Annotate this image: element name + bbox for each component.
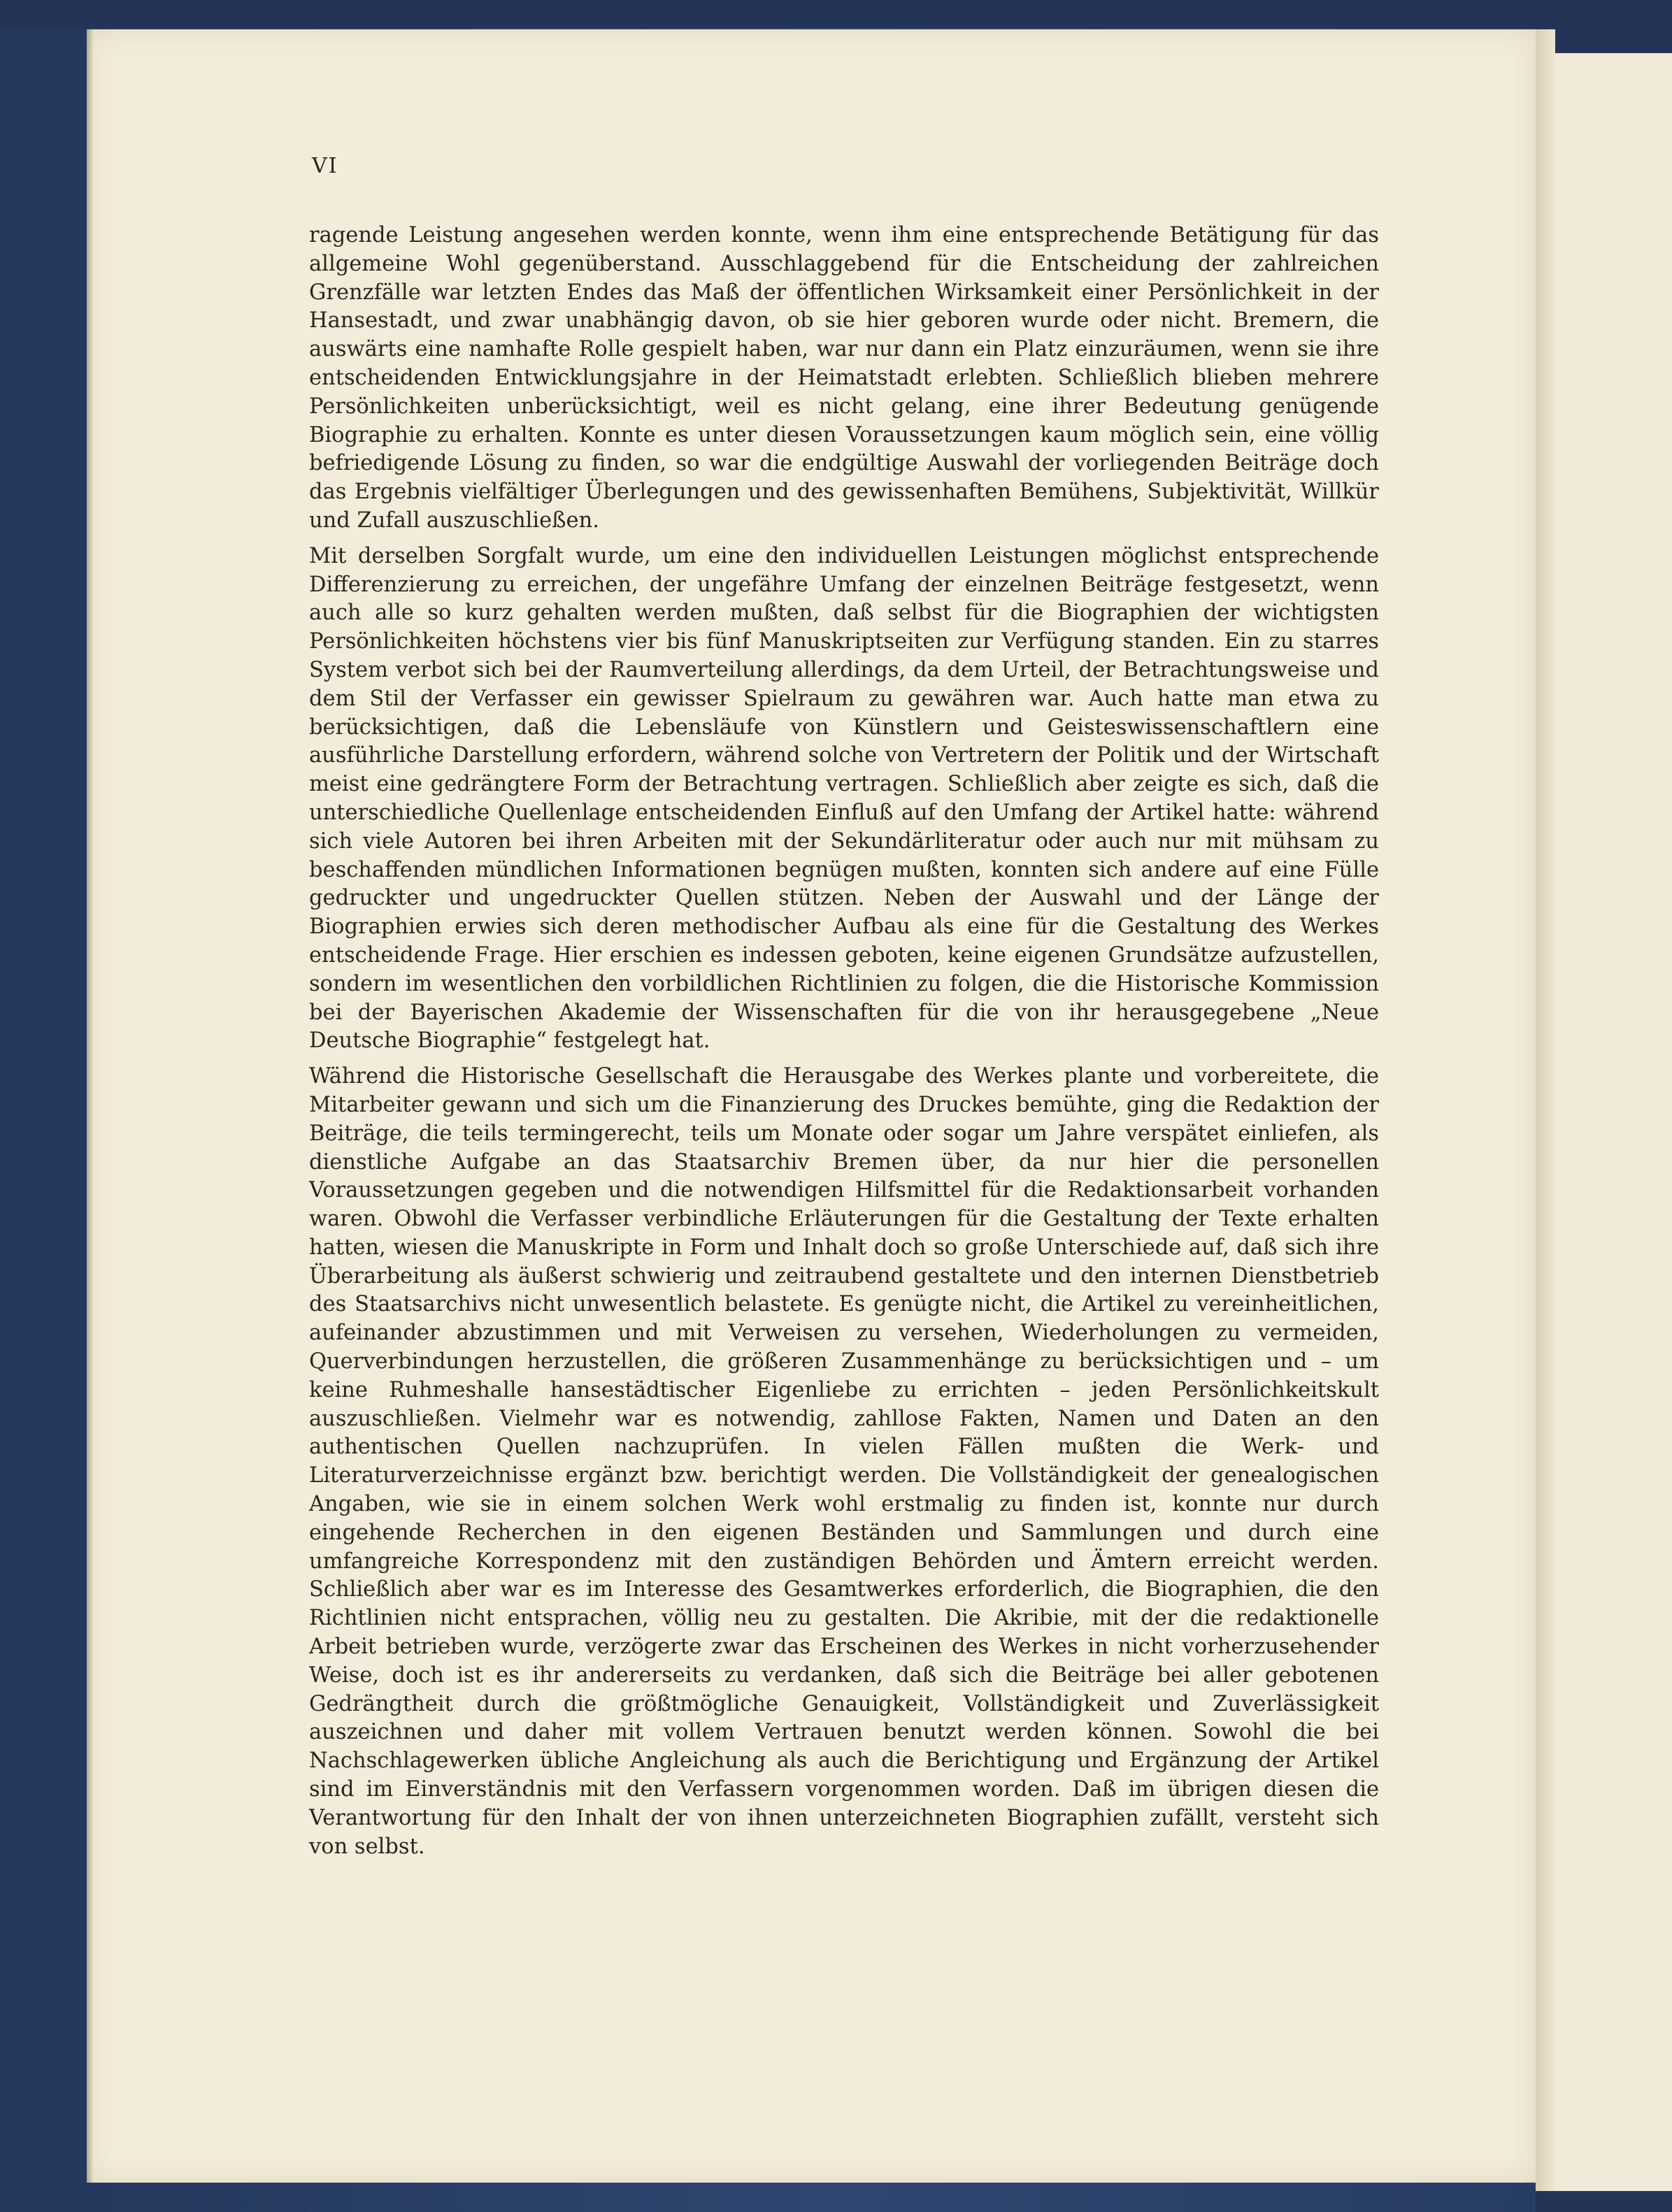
page-text-block — [309, 154, 1379, 1868]
page-edge-shadow — [87, 29, 94, 2183]
book-cover-top — [0, 0, 1672, 28]
paragraph-3: Während die Historische Gesellschaft die Herausgabe des Werkes plante und vorbereitete, die Mitarbeiter gewann und sich um die Finanzierung des Druckes bemühte, ging die Redaktion der Beiträge, die teils termingerecht, teils um Monate oder sogar um Jahre verspätet einliefen, als dienstliche Aufgabe an das Staatsarchiv Bremen über, da nur hier die personellen Voraussetzungen gegeben und die notwendigen Hilfsmittel für die Redaktionsarbeit vorhanden waren. Obwohl die Verfasser verbindliche Erläuterungen für die Gestaltung der Texte erhalten hatten, wiesen die Manuskripte in Form und Inhalt doch so große Unterschiede auf, daß sich ihre Überarbeitung als äußerst schwierig und zeitraubend gestaltete und den internen Dienstbetrieb des Staatsarchivs nicht unwesentlich belastete. Es genügte nicht, die Artikel zu vereinheitlichen, aufeinander abzustimmen und mit Verweisen zu versehen, Wiederholungen zu vermeiden, Querverbindungen herzustellen, die größeren Zusammenhänge zu berücksichtigen und – um keine Ruhmeshalle hansestädtischer Eigenliebe zu errichten – jeden Persönlichkeitskult auszuschließen. Vielmehr war es notwendig, zahllose Fakten, Namen und Daten an den authentischen Quellen nachzuprüfen. In vielen Fällen mußten die Werk- und Literaturverzeichnisse ergänzt bzw. berichtigt werden. Die Vollständigkeit der genealogischen Angaben, wie sie in einem solchen Werk wohl erstmalig zu finden ist, konnte nur durch eingehende Recherchen in den eigenen Beständen und Sammlungen und durch eine umfangreiche Korrespondenz mit den zuständigen Behörden und Ämtern erreicht werden. Schließlich aber war es im Interesse des Gesamtwerkes erforderlich, die Biographien, die den Richtlinien nicht entsprachen, völlig neu zu gestalten. Die Akribie, mit der die redaktionelle Arbeit betrieben wurde, verzögerte zwar das Erscheinen des Werkes in nicht vorherzusehender Weise, doch ist es ihr andererseits zu verdanken, daß sich die Beiträge bei aller gebotenen Gedrängtheit durch die größtmögliche Genauigkeit, Vollständigkeit und Zuverlässigkeit auszeichnen und daher mit vollem Vertrauen benutzt werden können. Sowohl die bei Nachschlagewerken übliche Angleichung als auch die Berichtigung und Ergänzung der Artikel sind im Einverständnis mit den Verfassern vorgenommen worden. Daß im übrigen diesen die Verantwortung für den Inhalt der von ihnen unterzeichneten Biographien zufällt, versteht sich von selbst. — [309, 1064, 1379, 1859]
page-number: VI — [312, 154, 338, 178]
adjacent-page-edge — [1555, 53, 1672, 2191]
page-gutter — [1536, 29, 1555, 2191]
paragraph-1: ragende Leistung angesehen werden konnte, wenn ihm eine entsprechende Betätigung für das allgemeine Wohl gegenüberstand. Ausschlaggebend für die Entscheidung der zahlreichen Grenzfälle war letzten Endes das Maß der öffentlichen Wirksamkeit einer Persönlichkeit in der Hansestadt, und zwar unabhängig davon, ob sie hier geboren wurde oder nicht. Bremern, die auswärts eine namhafte Rolle gespielt haben, war nur dann ein Platz einzuräumen, wenn sie ihre entscheidenden Entwicklungsjahre in der Heimatstadt erlebten. Schließlich blieben mehrere Persönlichkeiten unberücksichtigt, weil es nicht gelang, eine ihrer Bedeutung genügende Biographie zu erhalten. Konnte es unter diesen Voraussetzungen kaum möglich sein, eine völlig befriedigende Lösung zu finden, so war die endgültige Auswahl der vorliegenden Beiträge doch das Ergebnis vielfältiger Überlegungen und des gewissenhaften Bemühens, Subjektivität, Willkür und Zufall auszuschließen. — [309, 223, 1379, 533]
paragraph-2: Mit derselben Sorgfalt wurde, um eine den individuellen Leistungen möglichst entsprechende Differenzierung zu erreichen, der ungefähre Umfang der einzelnen Beiträge festgesetzt, wenn auch alle so kurz gehalten werden mußten, daß selbst für die Biographien der wichtigsten Persönlichkeiten höchstens vier bis fünf Manuskriptseiten zur Verfügung standen. Ein zu starres System verbot sich bei der Raumverteilung allerdings, da dem Urteil, der Betrachtungsweise und dem Stil der Verfasser ein gewisser Spielraum zu gewähren war. Auch hatte man etwa zu berücksichtigen, daß die Lebensläufe von Künstlern und Geisteswissenschaftlern eine ausführliche Darstellung erfordern, während solche von Vertretern der Politik und der Wirtschaft meist eine gedrängtere Form der Betrachtung vertragen. Schließlich aber zeigte es sich, daß die unterschiedliche Quellenlage entscheidenden Einfluß auf den Umfang der Artikel hatte: während sich viele Autoren bei ihren Arbeiten mit der Sekundärliteratur oder auch nur mit mühsam zu beschaffenden mündlichen Informationen begnügen mußten, konnten sich andere auf eine Fülle gedruckter und ungedruckter Quellen stützen. Neben der Auswahl und der Länge der Biographien erwies sich deren methodischer Aufbau als eine für die Gestaltung des Werkes entscheidende Frage. Hier erschien es indessen geboten, keine eigenen Grundsätze aufzustellen, sondern im wesentlichen den vorbildlichen Richtlinien zu folgen, die die Historische Kommission bei der Bayerischen Akademie der Wissenschaften für die von ihr herausgegebene „Neue Deutsche Biographie“ festgelegt hat. — [309, 543, 1379, 1054]
